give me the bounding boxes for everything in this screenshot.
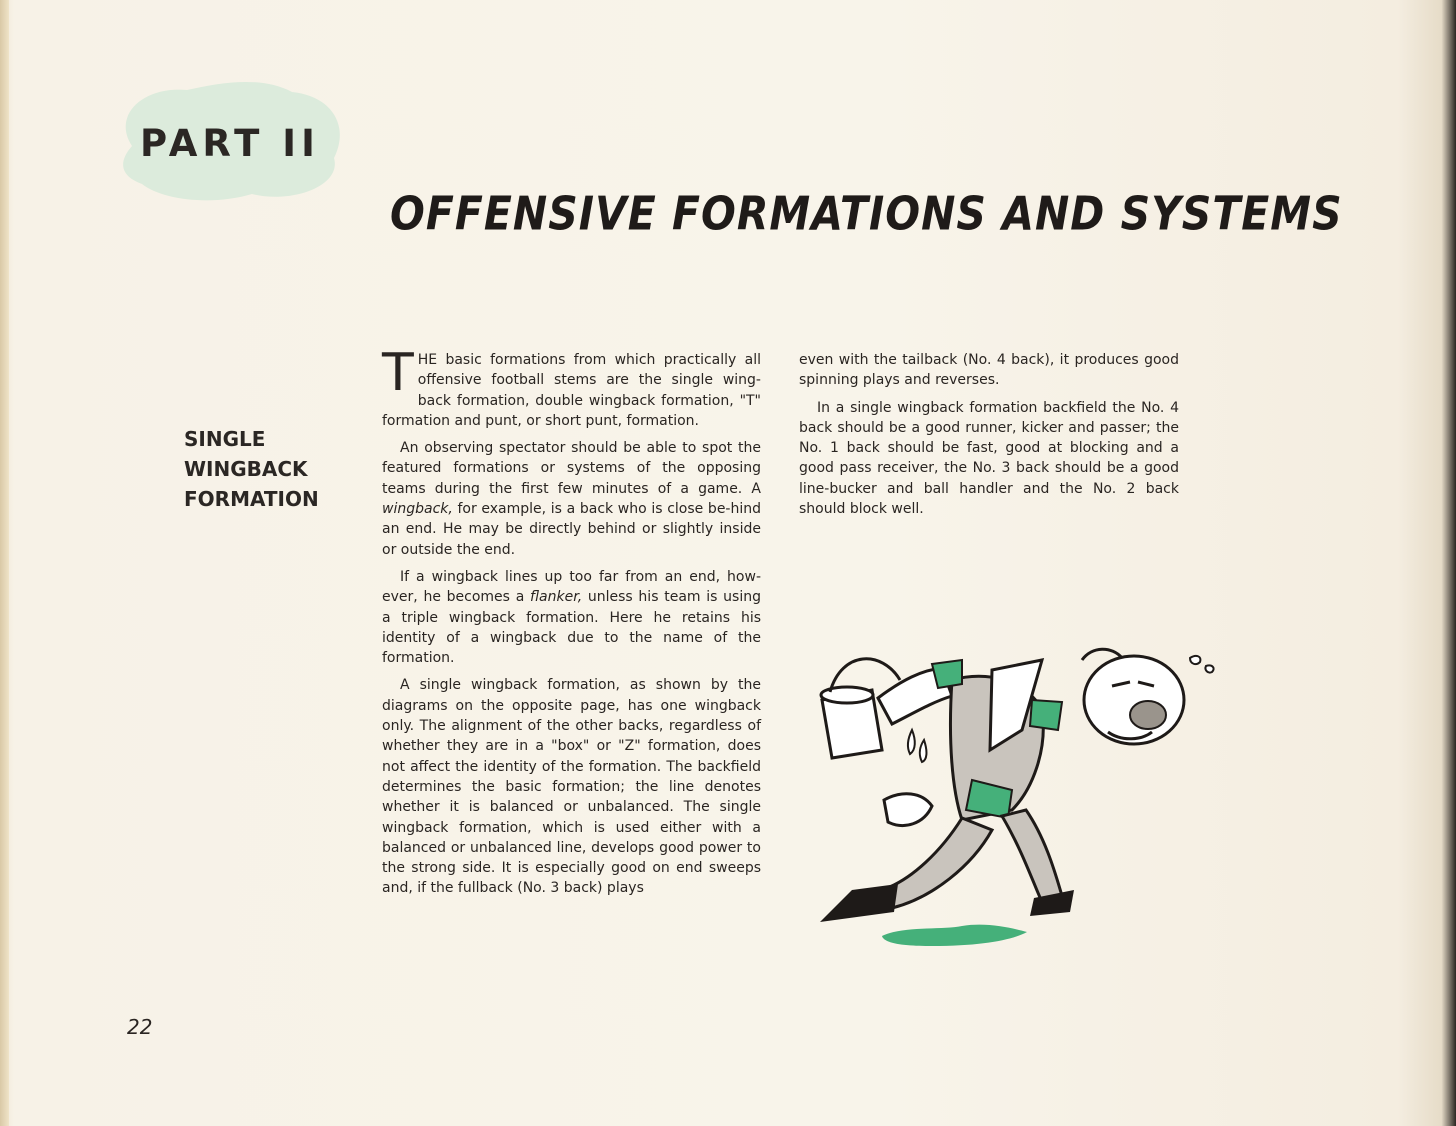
page-number: 22 — [127, 1015, 153, 1039]
paragraph-5: even with the tailback (No. 4 back), it produces good spinning plays and reverses. — [799, 352, 1179, 389]
paragraph-4: A single wingback formation, as shown by the diagrams on the opposite page, has one wingback only. The alignment of the other backs, regardless of whether they are in a "box" or "Z" formation, does not affect the identity of the formation. The backfield determines the basic formation; the line denotes whether it is balanced or unbalanced. The single wingback formation, which is used either with a balanced or unbalanced line, develops good power to the strong side. It is especially good on end sweeps and, if the fullback (No. 3 back) plays — [382, 677, 761, 897]
paragraph-2-text-b: for example, is a back who is close be-hind an end. He may be directly behind or slightly inside or outside the end. — [382, 501, 761, 558]
term-flanker: flanker, — [530, 589, 583, 606]
term-wingback: wingback, — [382, 501, 453, 518]
paragraph-6: In a single wingback formation backfield the No. 4 back should be a good runner, kicker and passer; the No. 1 back should be fast, good at blocking and a good pass receiver, the No. 3 back should be a good line-bucker and ball handler and the No. 2 back should block well. — [799, 399, 1179, 518]
text-column-1 — [382, 343, 761, 906]
drop-cap: T — [382, 343, 414, 403]
bleed-through-shadow — [120, 830, 360, 970]
page-gutter — [0, 0, 9, 1126]
text-column-2 — [799, 350, 1179, 526]
running-waterboy-cartoon-icon — [812, 640, 1232, 960]
paragraph-2 — [382, 438, 761, 560]
paragraph-3 — [382, 567, 761, 668]
paragraph-2-text-a: An observing spectator should be able to spot the featured formations or systems of the opposing teams during the first few minutes of a game. A — [382, 440, 761, 497]
part-label: PART II — [140, 122, 320, 165]
paragraph-3-text-a: If a wingback lines up too far from an end, how-ever, he becomes a — [382, 568, 761, 606]
section-heading-line-1: SINGLE — [184, 427, 266, 451]
section-heading — [184, 424, 319, 514]
paragraph-1-text: HE basic formations from which practically all offensive football stems are the single wing-back formation, double wingback formation, "T" formation and punt, or short punt, formation. — [382, 352, 761, 429]
paragraph-3-text-b: unless his team is using a triple wingback formation. Here he retains his identity of a wingback due to the name of the formation. — [382, 589, 761, 667]
section-heading-line-2: WINGBACK — [184, 457, 308, 481]
section-heading-line-3: FORMATION — [184, 487, 319, 511]
page-title: OFFENSIVE FORMATIONS AND SYSTEMS — [390, 187, 1343, 241]
paragraph-1 — [382, 343, 761, 431]
